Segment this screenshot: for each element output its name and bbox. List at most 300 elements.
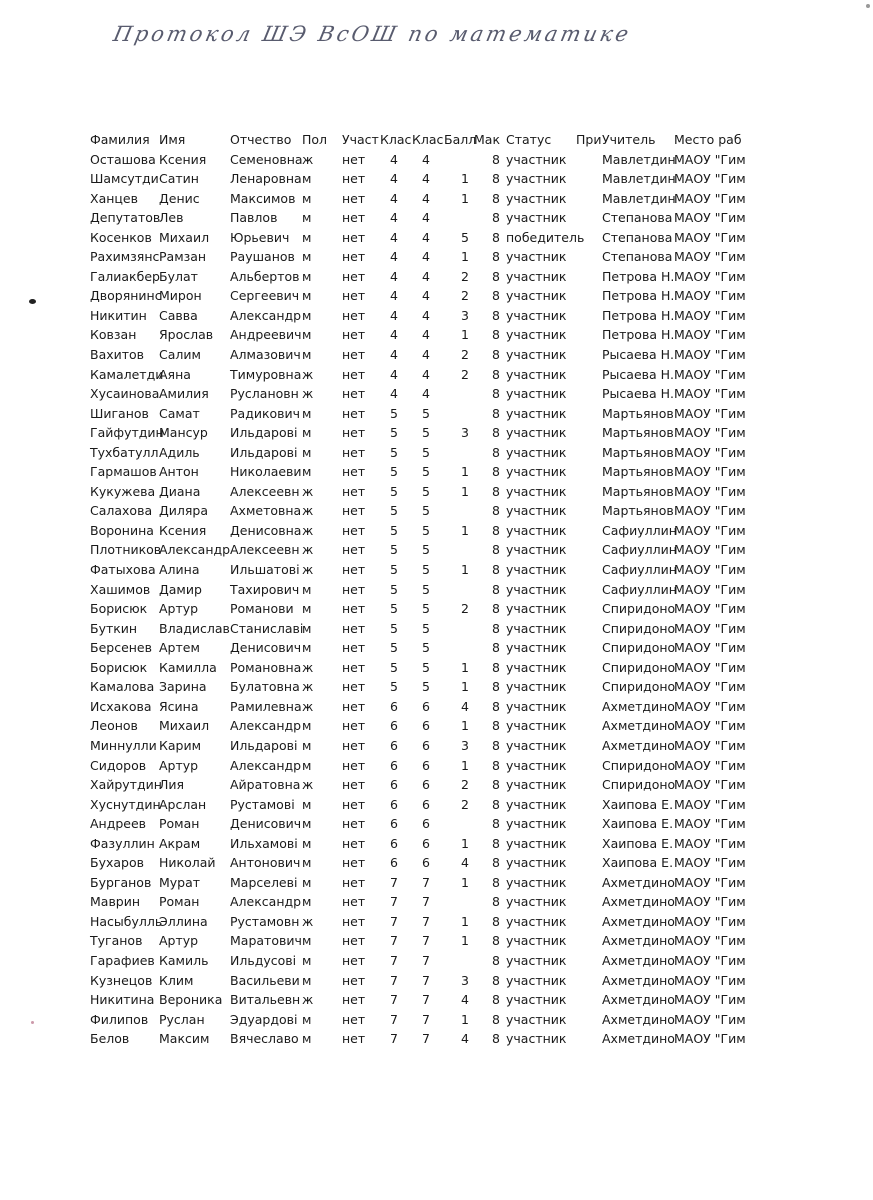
status-cell: участник: [506, 464, 567, 480]
surname-cell: Белов: [90, 1031, 130, 1047]
score-cell: 1: [461, 171, 469, 187]
score-cell: 1: [461, 659, 469, 675]
participation-cell: нет: [342, 288, 366, 304]
patronymic-cell: Романовна: [230, 659, 302, 675]
max-score-cell: 8: [492, 816, 500, 832]
max-score-cell: 8: [492, 796, 500, 812]
surname-cell: Кузнецов: [90, 972, 153, 988]
sex-cell: м: [302, 347, 312, 363]
workplace-cell: МАОУ "Гим: [674, 796, 746, 812]
patronymic-cell: Васильеви: [230, 972, 300, 988]
score-cell: 1: [461, 933, 469, 949]
participation-cell: нет: [342, 1011, 366, 1027]
surname-cell: Ханцев: [90, 190, 138, 206]
name-cell: Артур: [159, 601, 199, 617]
status-cell: участник: [506, 581, 567, 597]
participation-cell: нет: [342, 307, 366, 323]
surname-cell: Гайфутдин: [90, 425, 164, 441]
class-cell: 5: [390, 405, 398, 421]
teacher-cell: Сафиуллин: [602, 562, 677, 578]
class-cell: 5: [390, 640, 398, 656]
workplace-cell: МАОУ "Гим: [674, 366, 746, 382]
teacher-cell: Ахметдино: [602, 737, 675, 753]
class-cell: 6: [422, 777, 430, 793]
status-cell: участник: [506, 816, 567, 832]
class-cell: 5: [422, 659, 430, 675]
class-cell: 5: [390, 562, 398, 578]
status-cell: участник: [506, 972, 567, 988]
patronymic-cell: Ильдарові: [230, 425, 298, 441]
name-cell: Артем: [159, 640, 200, 656]
max-score-cell: 8: [492, 562, 500, 578]
sex-cell: ж: [302, 698, 314, 714]
participation-cell: нет: [342, 737, 366, 753]
participation-cell: нет: [342, 581, 366, 597]
class-cell: 5: [422, 679, 430, 695]
workplace-cell: МАОУ "Гим: [674, 992, 746, 1008]
class-cell: 7: [422, 972, 430, 988]
workplace-cell: МАОУ "Гим: [674, 913, 746, 929]
surname-cell: Плотников: [90, 542, 162, 558]
class-cell: 5: [390, 542, 398, 558]
class-cell: 7: [390, 1031, 398, 1047]
table-row: [90, 267, 750, 287]
patronymic-cell: Рустамовн: [230, 913, 300, 929]
class-cell: 5: [422, 405, 430, 421]
max-score-cell: 8: [492, 542, 500, 558]
class-cell: 4: [422, 171, 430, 187]
max-score-cell: 8: [492, 522, 500, 538]
class-cell: 5: [422, 620, 430, 636]
workplace-cell: МАОУ "Гим: [674, 171, 746, 187]
class-cell: 6: [422, 835, 430, 851]
name-cell: Артур: [159, 933, 199, 949]
participation-cell: нет: [342, 483, 366, 499]
class-cell: 4: [422, 151, 430, 167]
surname-cell: Никитина: [90, 992, 155, 1008]
class-cell: 4: [390, 268, 398, 284]
status-cell: участник: [506, 933, 567, 949]
sex-cell: ж: [302, 992, 314, 1008]
header-name: Имя: [159, 132, 186, 147]
name-cell: Амилия: [159, 386, 209, 402]
patronymic-cell: Тахирович: [230, 581, 300, 597]
class-cell: 4: [422, 249, 430, 265]
table-row: [90, 228, 750, 248]
table-row: [90, 150, 750, 170]
class-cell: 7: [422, 1011, 430, 1027]
teacher-cell: Петрова Н.: [602, 307, 675, 323]
table-row: [90, 971, 750, 991]
table-row: [90, 931, 750, 951]
patronymic-cell: Юрьевич: [230, 229, 290, 245]
surname-cell: Шиганов: [90, 405, 149, 421]
class-cell: 7: [390, 894, 398, 910]
class-cell: 6: [390, 796, 398, 812]
teacher-cell: Хаипова Е.: [602, 816, 674, 832]
table-row: [90, 208, 750, 228]
surname-cell: Туганов: [90, 933, 143, 949]
name-cell: Булат: [159, 268, 198, 284]
table-row: [90, 619, 750, 639]
class-cell: 5: [390, 483, 398, 499]
participation-cell: нет: [342, 542, 366, 558]
class-cell: 5: [422, 483, 430, 499]
surname-cell: Шамсутди: [90, 171, 159, 187]
workplace-cell: МАОУ "Гим: [674, 522, 746, 538]
surname-cell: Фатыхова: [90, 562, 156, 578]
class-cell: 7: [422, 933, 430, 949]
class-cell: 6: [390, 757, 398, 773]
surname-cell: Дворянинс: [90, 288, 162, 304]
status-cell: участник: [506, 366, 567, 382]
participation-cell: нет: [342, 620, 366, 636]
protocol-table: [90, 130, 750, 1049]
table-row: [90, 365, 750, 385]
class-cell: 7: [390, 913, 398, 929]
teacher-cell: Ахметдино: [602, 972, 675, 988]
max-score-cell: 8: [492, 855, 500, 871]
patronymic-cell: Александр: [230, 307, 302, 323]
teacher-cell: Сафиуллин: [602, 581, 677, 597]
header-status: Статус: [506, 132, 552, 147]
status-cell: участник: [506, 347, 567, 363]
participation-cell: нет: [342, 679, 366, 695]
surname-cell: Насыбулль: [90, 913, 163, 929]
class-cell: 5: [422, 542, 430, 558]
table-row: [90, 775, 750, 795]
sex-cell: м: [302, 972, 312, 988]
patronymic-cell: Сергеевич: [230, 288, 300, 304]
max-score-cell: 8: [492, 601, 500, 617]
score-cell: 4: [461, 698, 469, 714]
name-cell: Диляра: [159, 503, 208, 519]
surname-cell: Буткин: [90, 620, 138, 636]
teacher-cell: Хаипова Е.: [602, 796, 674, 812]
header-workplace: Место раб: [674, 132, 742, 147]
teacher-cell: Сафиуллин: [602, 522, 677, 538]
participation-cell: нет: [342, 874, 366, 890]
name-cell: Самат: [159, 405, 200, 421]
class-cell: 7: [390, 952, 398, 968]
class-cell: 4: [390, 171, 398, 187]
status-cell: участник: [506, 796, 567, 812]
participation-cell: нет: [342, 425, 366, 441]
teacher-cell: Ахметдино: [602, 1031, 675, 1047]
participation-cell: нет: [342, 210, 366, 226]
teacher-cell: Ахметдино: [602, 894, 675, 910]
teacher-cell: Мавлетдин: [602, 151, 676, 167]
max-score-cell: 8: [492, 171, 500, 187]
table-row: [90, 286, 750, 306]
workplace-cell: МАОУ "Гим: [674, 894, 746, 910]
sex-cell: м: [302, 620, 312, 636]
surname-cell: Хайрутдин: [90, 777, 162, 793]
score-cell: 1: [461, 679, 469, 695]
workplace-cell: МАОУ "Гим: [674, 249, 746, 265]
workplace-cell: МАОУ "Гим: [674, 444, 746, 460]
sex-cell: м: [302, 210, 312, 226]
workplace-cell: МАОУ "Гим: [674, 562, 746, 578]
max-score-cell: 8: [492, 874, 500, 890]
workplace-cell: МАОУ "Гим: [674, 640, 746, 656]
teacher-cell: Ахметдино: [602, 718, 675, 734]
score-cell: 2: [461, 777, 469, 793]
surname-cell: Депутатов: [90, 210, 161, 226]
sex-cell: м: [302, 229, 312, 245]
name-cell: Алина: [159, 562, 200, 578]
class-cell: 5: [390, 659, 398, 675]
status-cell: участник: [506, 249, 567, 265]
class-cell: 5: [422, 640, 430, 656]
max-score-cell: 8: [492, 1031, 500, 1047]
table-row: [90, 834, 750, 854]
max-score-cell: 8: [492, 992, 500, 1008]
class-cell: 5: [422, 562, 430, 578]
class-cell: 4: [422, 366, 430, 382]
participation-cell: нет: [342, 816, 366, 832]
patronymic-cell: Павлов: [230, 210, 278, 226]
surname-cell: Фазуллин: [90, 835, 155, 851]
class-cell: 6: [390, 835, 398, 851]
teacher-cell: Спиридоно: [602, 757, 676, 773]
status-cell: участник: [506, 620, 567, 636]
patronymic-cell: Алексеевн: [230, 483, 300, 499]
table-row: [90, 697, 750, 717]
teacher-cell: Степанова: [602, 210, 673, 226]
surname-cell: Борисюк: [90, 601, 148, 617]
table-row: [90, 912, 750, 932]
teacher-cell: Ахметдино: [602, 874, 675, 890]
table-row: [90, 404, 750, 424]
score-cell: 3: [461, 425, 469, 441]
max-score-cell: 8: [492, 503, 500, 519]
surname-cell: Кукужева: [90, 483, 156, 499]
score-cell: 3: [461, 737, 469, 753]
patronymic-cell: Витальевн: [230, 992, 301, 1008]
sex-cell: м: [302, 190, 312, 206]
name-cell: Владислав: [159, 620, 230, 636]
score-cell: 1: [461, 562, 469, 578]
workplace-cell: МАОУ "Гим: [674, 952, 746, 968]
sex-cell: м: [302, 327, 312, 343]
header-note: При: [576, 132, 602, 147]
table-row: [90, 189, 750, 209]
score-cell: 2: [461, 288, 469, 304]
workplace-cell: МАОУ "Гим: [674, 386, 746, 402]
sex-cell: м: [302, 171, 312, 187]
status-cell: участник: [506, 1011, 567, 1027]
status-cell: участник: [506, 913, 567, 929]
name-cell: Карим: [159, 737, 202, 753]
class-cell: 6: [422, 737, 430, 753]
name-cell: Мирон: [159, 288, 202, 304]
patronymic-cell: Андреевич: [230, 327, 302, 343]
name-cell: Вероника: [159, 992, 223, 1008]
class-cell: 5: [390, 522, 398, 538]
class-cell: 6: [390, 777, 398, 793]
patronymic-cell: Станиславі: [230, 620, 304, 636]
participation-cell: нет: [342, 405, 366, 421]
class-cell: 7: [422, 952, 430, 968]
score-cell: 1: [461, 522, 469, 538]
workplace-cell: МАОУ "Гим: [674, 737, 746, 753]
teacher-cell: Рысаева Н.: [602, 347, 675, 363]
class-cell: 7: [390, 992, 398, 1008]
sex-cell: м: [302, 307, 312, 323]
name-cell: Артур: [159, 757, 199, 773]
max-score-cell: 8: [492, 444, 500, 460]
participation-cell: нет: [342, 347, 366, 363]
sex-cell: ж: [302, 913, 314, 929]
class-cell: 5: [390, 503, 398, 519]
class-cell: 5: [390, 620, 398, 636]
surname-cell: Леонов: [90, 718, 138, 734]
name-cell: Камилла: [159, 659, 217, 675]
sex-cell: м: [302, 288, 312, 304]
workplace-cell: МАОУ "Гим: [674, 151, 746, 167]
status-cell: участник: [506, 952, 567, 968]
score-cell: 1: [461, 190, 469, 206]
patronymic-cell: Тимуровна: [230, 366, 302, 382]
score-cell: 4: [461, 1031, 469, 1047]
patronymic-cell: Денисович: [230, 816, 302, 832]
score-cell: 1: [461, 913, 469, 929]
name-cell: Николай: [159, 855, 216, 871]
sex-cell: м: [302, 1031, 312, 1047]
score-cell: 1: [461, 464, 469, 480]
class-cell: 5: [390, 601, 398, 617]
name-cell: Роман: [159, 894, 200, 910]
teacher-cell: Спиридоно: [602, 620, 676, 636]
teacher-cell: Сафиуллин: [602, 542, 677, 558]
participation-cell: нет: [342, 229, 366, 245]
class-cell: 6: [390, 737, 398, 753]
status-cell: участник: [506, 425, 567, 441]
name-cell: Ярослав: [159, 327, 214, 343]
workplace-cell: МАОУ "Гим: [674, 464, 746, 480]
patronymic-cell: Александр: [230, 757, 302, 773]
patronymic-cell: Максимов: [230, 190, 296, 206]
teacher-cell: Рысаева Н.: [602, 386, 675, 402]
status-cell: участник: [506, 992, 567, 1008]
class-cell: 5: [422, 503, 430, 519]
table-row: [90, 462, 750, 482]
max-score-cell: 8: [492, 288, 500, 304]
name-cell: Лия: [159, 777, 185, 793]
status-cell: участник: [506, 542, 567, 558]
class-cell: 7: [390, 874, 398, 890]
teacher-cell: Мартьянов: [602, 444, 674, 460]
workplace-cell: МАОУ "Гим: [674, 405, 746, 421]
sex-cell: ж: [302, 386, 314, 402]
class-cell: 5: [422, 581, 430, 597]
workplace-cell: МАОУ "Гим: [674, 933, 746, 949]
sex-cell: ж: [302, 777, 314, 793]
class-cell: 4: [390, 210, 398, 226]
class-cell: 4: [422, 288, 430, 304]
surname-cell: Исхакова: [90, 698, 152, 714]
patronymic-cell: Антонович: [230, 855, 301, 871]
participation-cell: нет: [342, 386, 366, 402]
status-cell: участник: [506, 679, 567, 695]
patronymic-cell: Александр: [230, 718, 302, 734]
sex-cell: м: [302, 718, 312, 734]
patronymic-cell: Альбертов: [230, 268, 300, 284]
status-cell: участник: [506, 737, 567, 753]
sex-cell: м: [302, 464, 312, 480]
class-cell: 4: [422, 307, 430, 323]
participation-cell: нет: [342, 522, 366, 538]
max-score-cell: 8: [492, 894, 500, 910]
participation-cell: нет: [342, 659, 366, 675]
name-cell: Аяна: [159, 366, 191, 382]
max-score-cell: 8: [492, 620, 500, 636]
teacher-cell: Мавлетдин: [602, 190, 676, 206]
sex-cell: м: [302, 444, 312, 460]
participation-cell: нет: [342, 268, 366, 284]
header-score: Балл: [444, 132, 477, 147]
surname-cell: Хуснутдин: [90, 796, 161, 812]
table-row: [90, 736, 750, 756]
workplace-cell: МАОУ "Гим: [674, 835, 746, 851]
surname-cell: Ковзан: [90, 327, 137, 343]
participation-cell: нет: [342, 835, 366, 851]
name-cell: Михаил: [159, 229, 210, 245]
class-cell: 5: [422, 601, 430, 617]
class-cell: 4: [422, 268, 430, 284]
table-row: [90, 540, 750, 560]
sex-cell: ж: [302, 562, 314, 578]
patronymic-cell: Ильхамові: [230, 835, 298, 851]
name-cell: Денис: [159, 190, 200, 206]
workplace-cell: МАОУ "Гим: [674, 581, 746, 597]
sex-cell: м: [302, 816, 312, 832]
table-row: [90, 580, 750, 600]
class-cell: 4: [390, 307, 398, 323]
surname-cell: Сидоров: [90, 757, 147, 773]
participation-cell: нет: [342, 972, 366, 988]
patronymic-cell: Булатовна: [230, 679, 300, 695]
workplace-cell: МАОУ "Гим: [674, 698, 746, 714]
table-row: [90, 873, 750, 893]
class-cell: 7: [422, 913, 430, 929]
table-row: [90, 482, 750, 502]
class-cell: 5: [422, 464, 430, 480]
class-cell: 5: [390, 464, 398, 480]
sex-cell: м: [302, 581, 312, 597]
surname-cell: Хусаинова: [90, 386, 160, 402]
workplace-cell: МАОУ "Гим: [674, 1031, 746, 1047]
table-row: [90, 247, 750, 267]
sex-cell: м: [302, 874, 312, 890]
score-cell: 2: [461, 601, 469, 617]
name-cell: Антон: [159, 464, 199, 480]
patronymic-cell: Марселеві: [230, 874, 298, 890]
class-cell: 4: [422, 210, 430, 226]
max-score-cell: 8: [492, 835, 500, 851]
class-cell: 4: [390, 386, 398, 402]
surname-cell: Рахимзянс: [90, 249, 160, 265]
participation-cell: нет: [342, 933, 366, 949]
handwritten-title: Протокол ШЭ ВсОШ по математике: [111, 22, 634, 46]
patronymic-cell: Руслановн: [230, 386, 299, 402]
sex-cell: ж: [302, 659, 314, 675]
patronymic-cell: Алексеевн: [230, 542, 300, 558]
status-cell: участник: [506, 405, 567, 421]
teacher-cell: Мартьянов: [602, 503, 674, 519]
sex-cell: м: [302, 933, 312, 949]
